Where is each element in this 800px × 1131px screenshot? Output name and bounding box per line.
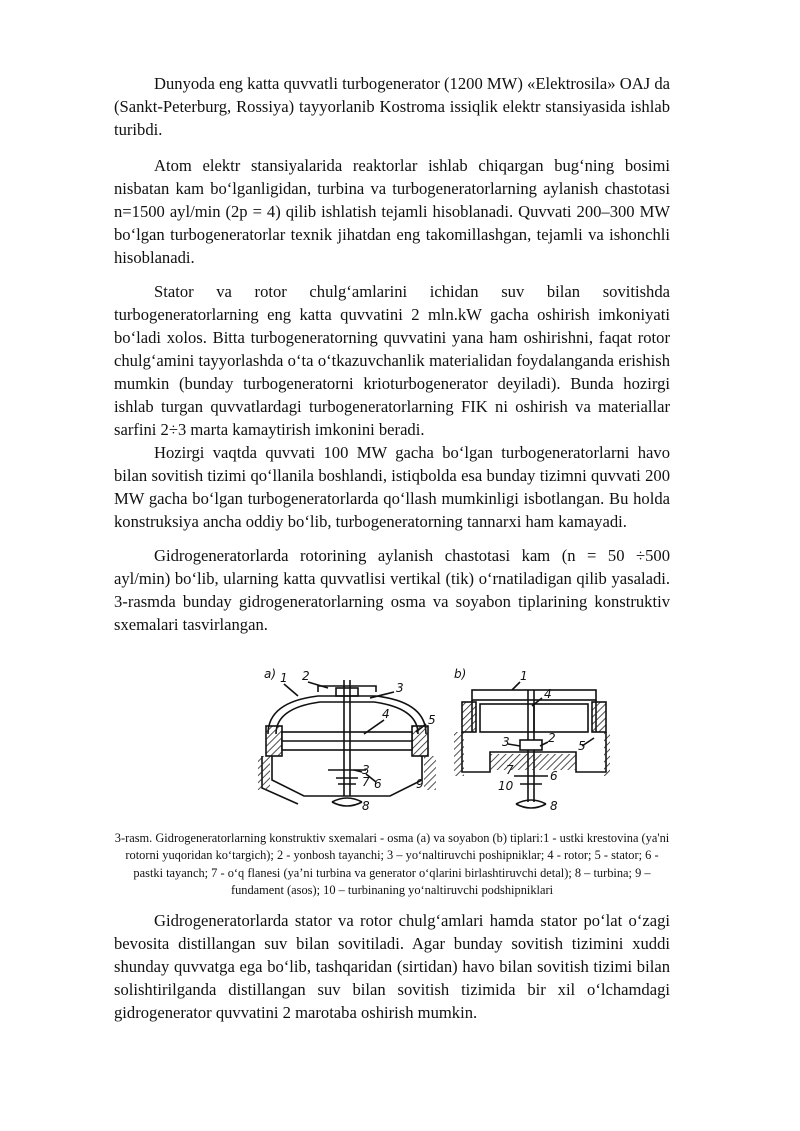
number-b-8: 8 [550,799,558,812]
number-b-5: 5 [578,739,586,753]
number-b-4: 4 [544,687,552,701]
diagram-svg [258,662,610,812]
number-b-7: 7 [506,763,514,777]
label-a: a) [264,667,277,681]
diagram-b [454,667,610,808]
figure-caption: 3-rasm. Gidrogeneratorlarning konstruktiv sxemalari - osma (a) va soyabon (b) tiplari:1 - ustki krestovina (ya'ni rotorni yuqoridan ko‘targich); 2 - yonbosh tayanchi; 3 – yo‘naltiruvchi poshipniklar; 4 - rotor; 5 - stator; 6 - pastki tayanch; 7 - o‘q flanesi (ya’ni turbina va generator o‘qlarini birlashtiruvchi detal); 8 – turbina; 9 – fundament (asos); 10 – turbinaning yo‘naltiruvchi podshipniklari [114,831,670,898]
number-b-10: 10 [498,779,514,793]
paragraph-4: Hozirgi vaqtda quvvati 100 MW gacha bo‘lgan turbogeneratorlarni havo bilan sovitish tizimi qo‘llanila boshlandi, istiqbolda esa bunday tizimni quvvati 200 MW gacha bo‘lgan turbogeneratorlarda qo‘llash mumkinligi isbotlangan. Bu holda konstruksiya ancha oddiy bo‘lib, turbogeneratorning tannarxi ham kamayadi. [114,443,670,531]
number-b-3: 3 [502,735,510,749]
number-b-1: 1 [520,669,528,683]
number-a-2: 2 [302,669,310,683]
diagram-a [258,667,436,806]
paragraph-6: Gidrogeneratorlarda stator va rotor chulg‘amlari hamda stator po‘lat o‘zagi bevosita distillangan suv bilan sovitiladi. Agar bunday sovitish tizimini xuddi shunday quvvatga ega bo‘lib, tashqaridan (sirtidan) havo bilan sovitish tizimi bilan solishtirilganda distillangan suv bilan sovitish tizimida bir xil o‘lchamdagi gidrogenerator quvvatini 2 marotaba oshirish mumkin. [114,911,670,1022]
number-a-3: 3 [396,681,404,695]
number-a-6: 6 [374,777,382,791]
hydrogenerator-diagram [258,662,610,812]
number-a-1: 1 [280,671,288,685]
number-a-3b: 3 [362,763,370,777]
paragraph-5: Gidrogeneratorlarda rotorining aylanish chastotasi kam (n = 50 ÷500 ayl/min) bo‘lib, ularning katta quvvatlisi vertikal (tik) o‘rnatiladigan qilib yasaladi. 3-rasmda bunday gidrogeneratorlarning osma va soyabon tiplarining konstruktiv sxemalari tasvirlangan. [114,546,670,634]
number-a-5: 5 [428,713,436,727]
number-b-6: 6 [550,769,558,783]
number-a-4: 4 [382,707,390,721]
number-a-8: 8 [362,799,370,812]
number-a-7: 7 [362,775,370,789]
label-b: b) [454,667,467,681]
paragraph-1: Dunyoda eng katta quvvatli turbogenerator (1200 MW) «Elektrosila» OAJ da (Sankt-Peterburg, Rossiya) tayyorlanib Kostroma issiqlik elektr stansiyasida ishlab turibdi. [114,74,670,139]
number-a-9: 9 [416,777,424,791]
number-b-2: 2 [548,731,556,745]
paragraph-2: Atom elektr stansiyalarida reaktorlar ishlab chiqargan bug‘ning bosimi nisbatan kam bo‘lganligidan, turbina va turbogeneratorlarning aylanish chastotasi n=1500 ayl/min (2p = 4) qilib ishlatish tejamli hisoblanadi. Quvvati 200–300 MW bo‘lgan turbogeneratorlar texnik jihatdan eng takomillashgan, tejamli va ishonchli hisoblanadi. [114,156,670,267]
paragraph-3: Stator va rotor chulg‘amlarini ichidan suv bilan sovitishda turbogeneratorlarning eng katta quvvatini 2 mln.kW gacha oshirish imkoniyati bo‘ladi xolos. Bitta turbogeneratorning quvvatini yana ham oshirishni, faqat rotor chulg‘amini tayyorlashda o‘ta o‘tkazuvchanlik materialidan foydalanganda erishish mumkin (bunday turbogeneratorni krioturbogenerator deyiladi). Bunda hozirgi ishlab turgan quvvatlardagi turbogeneratorlarning FIK ni oshirish va materiallar sarfini 2÷3 marta kamaytirish imkonini beradi. [114,282,670,439]
